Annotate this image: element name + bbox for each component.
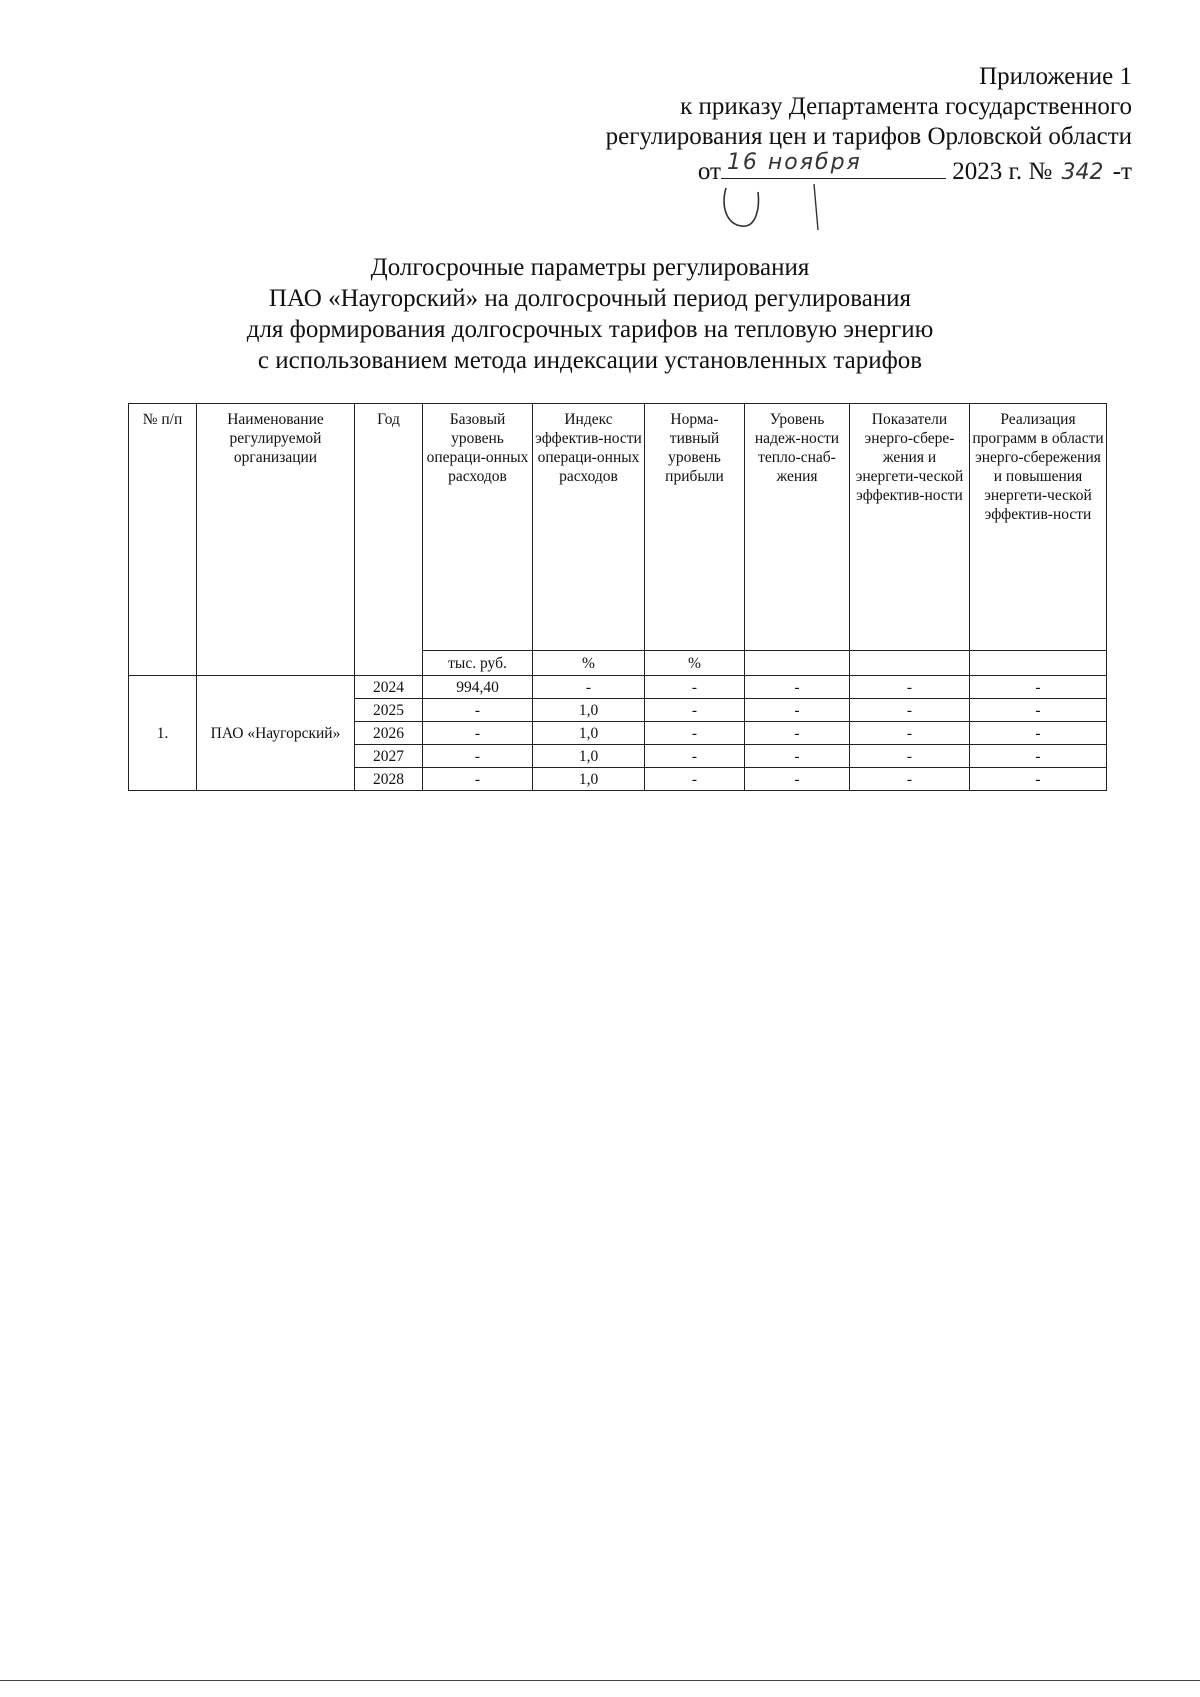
table-row <box>129 676 1107 699</box>
cell-base: - <box>423 768 533 791</box>
row-number: 1. <box>129 676 197 791</box>
organization-name: ПАО «Наугорский» <box>197 676 355 791</box>
date-year: 2023 г. № <box>952 158 1053 185</box>
cell-index: 1,0 <box>533 745 645 768</box>
cell-energy: - <box>850 722 970 745</box>
cell-program: - <box>970 699 1107 722</box>
cell-reliability: - <box>745 745 850 768</box>
cell-base: - <box>423 745 533 768</box>
cell-energy: - <box>850 745 970 768</box>
cell-index: 1,0 <box>533 699 645 722</box>
header-efficiency-index: Индекс эффектив-ности операци-онных расходов <box>533 404 645 651</box>
cell-profit: - <box>645 699 745 722</box>
signature-mark <box>718 178 838 236</box>
header-energy-programs: Реализация программ в области энерго-сбережения и повышения энергети-ческой эффектив-ности <box>970 404 1107 651</box>
cell-profit: - <box>645 722 745 745</box>
title-line-4: с использованием метода индексации установленных тарифов <box>257 347 923 374</box>
header-energy-indicators: Показатели энерго-сбере-жения и энергети-ческой эффектив-ности <box>850 404 970 651</box>
unit-profit-level: % <box>645 651 745 676</box>
handwritten-date: 16 ноября <box>726 150 862 175</box>
cell-reliability: - <box>745 699 850 722</box>
title-line-1: Долгосрочные параметры регулирования <box>370 254 810 281</box>
cell-profit: - <box>645 768 745 791</box>
unit-energy-indicators <box>850 651 970 676</box>
header-row <box>129 404 1107 651</box>
appendix-title: Приложение 1 <box>979 63 1132 90</box>
unit-reliability <box>745 651 850 676</box>
cell-base: - <box>423 722 533 745</box>
cell-reliability: - <box>745 676 850 699</box>
cell-index: - <box>533 676 645 699</box>
appendix-order-line: к приказу Департамента государственного <box>680 93 1132 120</box>
cell-year: 2026 <box>355 722 423 745</box>
header-number: № п/п <box>129 404 197 676</box>
cell-energy: - <box>850 676 970 699</box>
cell-energy: - <box>850 768 970 791</box>
header-year: Год <box>355 404 423 676</box>
number-suffix: -т <box>1112 158 1132 185</box>
cell-base: - <box>423 699 533 722</box>
parameters-table <box>128 403 1107 791</box>
title-line-3: для формирования долгосрочных тарифов на тепловую энергию <box>246 316 934 343</box>
date-prefix: от <box>697 158 721 185</box>
cell-year: 2024 <box>355 676 423 699</box>
cell-energy: - <box>850 699 970 722</box>
cell-base: 994,40 <box>423 676 533 699</box>
cell-index: 1,0 <box>533 768 645 791</box>
cell-reliability: - <box>745 768 850 791</box>
appendix-block <box>432 62 1132 188</box>
cell-year: 2028 <box>355 768 423 791</box>
cell-reliability: - <box>745 722 850 745</box>
appendix-department-line: регулирования цен и тарифов Орловской области <box>605 123 1132 150</box>
cell-year: 2025 <box>355 699 423 722</box>
header-organization: Наименование регулируемой организации <box>197 404 355 676</box>
cell-profit: - <box>645 676 745 699</box>
cell-program: - <box>970 745 1107 768</box>
handwritten-number: 342 <box>1061 160 1104 185</box>
cell-index: 1,0 <box>533 722 645 745</box>
cell-program: - <box>970 722 1107 745</box>
date-blank <box>721 152 946 179</box>
page-bottom-divider <box>0 1680 1200 1681</box>
unit-energy-programs <box>970 651 1107 676</box>
cell-program: - <box>970 768 1107 791</box>
unit-base-costs: тыс. руб. <box>423 651 533 676</box>
header-reliability: Уровень надеж-ности тепло-снаб-жения <box>745 404 850 651</box>
header-profit-level: Норма-тивный уровень прибыли <box>645 404 745 651</box>
header-base-costs: Базовый уровень операци-онных расходов <box>423 404 533 651</box>
cell-profit: - <box>645 745 745 768</box>
unit-efficiency-index: % <box>533 651 645 676</box>
title-line-2: ПАО «Наугорский» на долгосрочный период регулирования <box>268 285 912 312</box>
cell-program: - <box>970 676 1107 699</box>
cell-year: 2027 <box>355 745 423 768</box>
document-title <box>150 252 1030 376</box>
